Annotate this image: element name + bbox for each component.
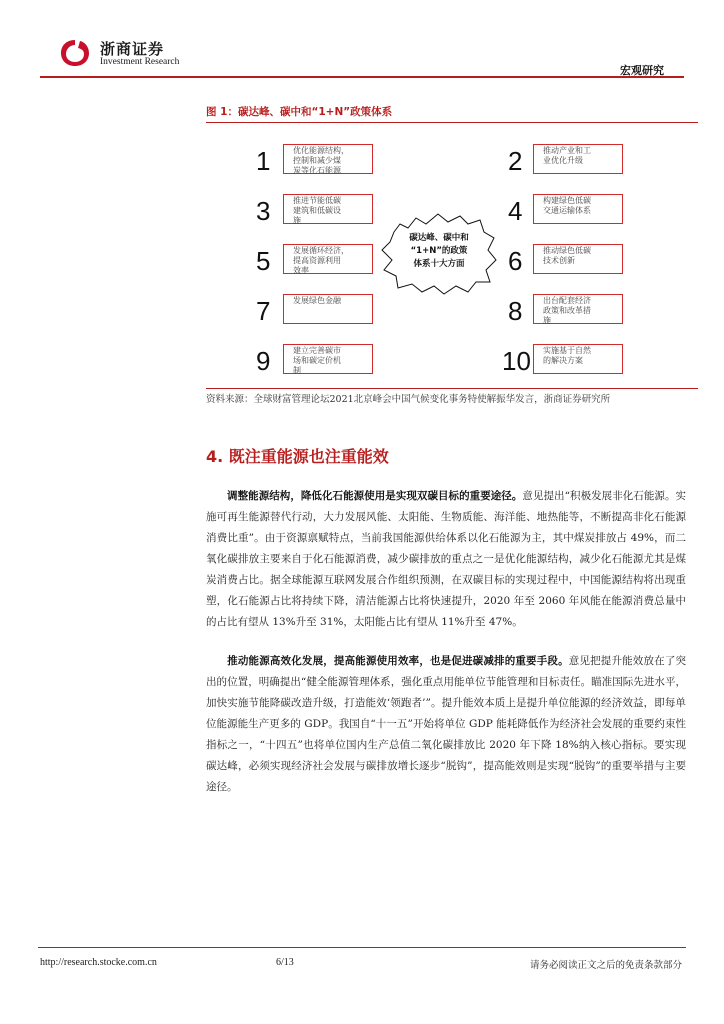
policy-item-number: 9 [256,346,271,376]
footer-divider [38,947,686,948]
brand-subtitle: Investment Research [100,57,180,67]
policy-item-text [293,296,371,306]
policy-item-line: 施 [293,216,301,225]
policy-item-line: 发展绿色金融 [293,296,341,305]
policy-item-line: 场和碳定价机 [293,356,341,365]
policy-item-line: 施 [543,316,551,325]
policy-item-number: 4 [508,196,523,226]
report-category: 宏观研究 [620,64,664,77]
policy-item-line: 的解决方案 [543,356,583,365]
paragraph-energy-efficiency [206,651,686,798]
policy-item-text [293,346,371,376]
figure-source: 资料来源：全球财富管理论坛2021北京峰会中国气候变化事务特使解振华发言，浙商证券研究所 [206,394,611,405]
center-label-line: 碳达峰、碳中和 [409,233,469,243]
policy-item-line: 炭等化石能源 [293,166,341,175]
policy-item-line: 建筑和低碳设 [293,206,341,215]
policy-item-text [293,196,371,226]
policy-item-number: 10 [502,346,531,376]
footer-disclaimer: 请务必阅读正文之后的免责条款部分 [529,960,682,971]
section-heading: 4. 既注重能源也注重能效 [206,447,389,466]
policy-item-text [543,296,621,326]
policy-item-line: 效率 [293,266,309,275]
policy-item-line: 技术创新 [543,256,575,265]
policy-item-text [543,246,621,266]
policy-item-number: 6 [508,246,523,276]
policy-item-text [543,146,621,166]
paragraph-body: 意见提出“积极发展非化石能源。实施可再生能源替代行动，大力发展风能、太阳能、生物质能、海洋能、地热能等，不断提高非化石能源消费比重”。由于资源禀赋特点，当前我国能源供给体系以化石能源为主，其中煤炭排放占 49%，而二氧化碳排放主要来自于化石能源消费，减少碳排放的重点之一是优化能源结构，减少化石能源尤其是煤炭消费占比。据全球能源互联网发展合作组织预测，在双碳目标的实现过程中，中国能源结构将出现重塑，化石能源占比将持续下降，清洁能源占比将快速提升，2020 年至 2060 年风能在能源消费总量中的占比有望从 13%升至 31%，太阳能占比有望从 11%升至 47%。 [206,490,686,628]
policy-item-number: 7 [256,296,271,326]
policy-item-line: 交通运输体系 [543,206,591,215]
center-label [396,232,482,271]
policy-item-line: 出台配套经济 [543,296,591,305]
paragraph-lead: 推动能源高效化发展，提高能源使用效率，也是促进碳减排的重要手段。 [227,655,569,667]
brand-name: 浙商证券 [100,40,165,58]
paragraph-energy-structure [206,486,686,633]
policy-item-number: 8 [508,296,523,326]
policy-item-line: 政策和改革措 [543,306,591,315]
policy-item-line: 提高资源利用 [293,256,341,265]
policy-item-number: 5 [256,246,271,276]
policy-item-text [293,146,371,176]
footer-url-link[interactable]: http://research.stocke.com.cn [40,957,157,968]
policy-item-line: 推动产业和工 [543,146,591,155]
policy-item-number: 1 [256,146,271,176]
figure-bottom-rule [206,388,698,389]
zheshang-logo-icon [58,38,92,68]
policy-item-line: 推动绿色低碳 [543,246,591,255]
header-divider [40,76,684,78]
center-label-line: “1+N”的政策 [410,246,468,256]
page-number: 6/13 [276,957,294,968]
center-label-line: 体系十大方面 [413,259,465,269]
policy-item-text [543,346,621,366]
policy-item-line: 优化能源结构， [293,146,349,155]
policy-item-line: 制 [293,366,301,375]
figure-top-rule [206,122,698,123]
figure-caption: 图 1：碳达峰、碳中和“1+N”政策体系 [206,106,393,118]
policy-item-text [543,196,621,216]
paragraph-lead: 调整能源结构，降低化石能源使用是实现双碳目标的重要途径。 [227,490,523,502]
policy-item-line: 控制和减少煤 [293,156,341,165]
paragraph-body: 意见把提升能效放在了突出的位置，明确提出“健全能源管理体系，强化重点用能单位节能管理和目标责任。瞄准国际先进水平，加快实施节能降碳改造升级，打造能效‘领跑者’”。提升能效本质上是提升单位能源的经济效益，即每单位能源能生产更多的 GDP。我国自“十一五”开始将单位 GDP 能耗降低作为经济社会发展的重要约束性指标之一，“十四五”也将单位国内生产总值二氧化碳排放比 2020 年下降 18%纳入核心指标。要实现碳达峰，必须实现经济社会发展与碳排放增长逐步“脱钩”，提高能效则是实现“脱钩”的重要举措与主要途径。 [206,655,687,793]
policy-item-line: 建立完善碳市 [293,346,341,355]
policy-item-number: 2 [508,146,523,176]
policy-item-line: 发展循环经济， [293,246,349,255]
policy-item-line: 实施基于自然 [543,346,591,355]
policy-item-line: 推进节能低碳 [293,196,341,205]
policy-item-text [293,246,371,276]
policy-item-line: 业优化升级 [543,156,583,165]
policy-item-line: 构建绿色低碳 [543,196,591,205]
policy-item-number: 3 [256,196,271,226]
